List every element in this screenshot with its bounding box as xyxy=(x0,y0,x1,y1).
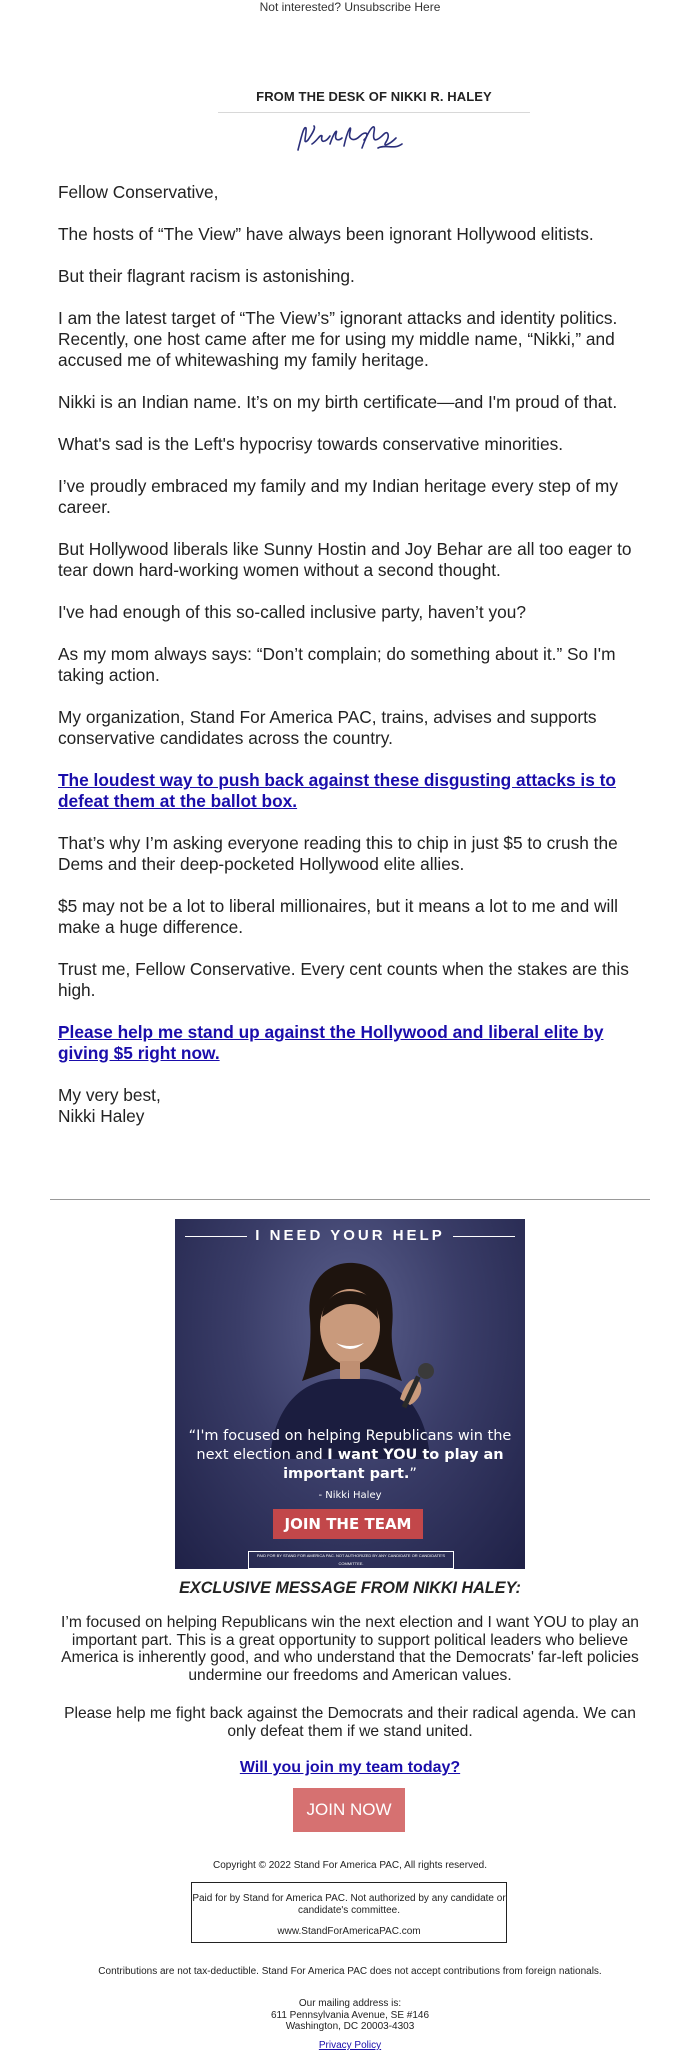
exclusive-paragraph: Please help me fight back against the Democrats and their radical agenda. We can only defeat them if we stand united. xyxy=(64,1705,636,1740)
address-line: Washington, DC 20003-4303 xyxy=(285,2021,415,2032)
banner-title: I NEED YOUR HELP xyxy=(175,1227,525,1244)
letter-paragraph: But their flagrant racism is astonishing. xyxy=(58,266,355,286)
ballot-box-link[interactable]: The loudest way to push back against these disgusting attacks is to defeat them at the ballot box. xyxy=(58,770,616,811)
banner-disclaimer: PAID FOR BY STAND FOR AMERICA PAC. NOT AUTHORIZED BY ANY CANDIDATE OR CANDIDATE'S COMMITTEE. xyxy=(248,1551,454,1569)
signature-name: Nikki Haley xyxy=(58,1106,145,1126)
letter-paragraph: Nikki is an Indian name. It’s on my birth certificate—and I'm proud of that. xyxy=(58,392,618,412)
letter-paragraph: My organization, Stand For America PAC, trains, advises and supports conservative candidates across the country. xyxy=(58,707,597,748)
letter-paragraph: But Hollywood liberals like Sunny Hostin and Joy Behar are all too eager to tear down hard-working women without a second thought. xyxy=(58,539,632,580)
privacy-policy-link[interactable]: Privacy Policy xyxy=(318,2040,382,2051)
letter-paragraph: Trust me, Fellow Conservative. Every cent counts when the stakes are this high. xyxy=(58,959,629,1000)
signature-image xyxy=(290,114,410,160)
mailing-label: Our mailing address is: xyxy=(298,1998,402,2009)
exclusive-paragraph: I’m focused on helping Republicans win the next election and I want YOU to play an important part. This is a great opportunity to support political leaders who believe America is inherently good, and who understand that the Democrats' far-left policies undermine our freedoms and American values. xyxy=(61,1614,639,1684)
desk-title: FROM THE DESK OF NIKKI R. HALEY xyxy=(256,89,492,104)
mailing-address xyxy=(0,1998,700,2033)
letter-paragraph: What's sad is the Left's hypocrisy towards conservative minorities. xyxy=(58,434,564,454)
join-question xyxy=(0,1759,700,1777)
desk-divider xyxy=(218,112,530,113)
copyright: Copyright © 2022 Stand For America PAC, All rights reserved. xyxy=(213,1860,487,1871)
letter-paragraph: Fellow Conservative, xyxy=(58,182,219,202)
join-now-button[interactable]: JOIN NOW xyxy=(293,1788,405,1832)
signoff: My very best, xyxy=(58,1085,161,1105)
contributions-note: Contributions are not tax-deductible. Stand For America PAC does not accept contributions from foreign nationals. xyxy=(98,1966,602,1977)
donate-5-link[interactable]: Please help me stand up against the Hollywood and liberal elite by giving $5 right now. xyxy=(58,1022,604,1063)
letter-paragraph: I've had enough of this so-called inclusive party, haven’t you? xyxy=(58,602,526,622)
quote-attribution: - Nikki Haley xyxy=(318,1490,382,1501)
section-divider xyxy=(50,1199,650,1200)
letter-paragraph: The hosts of “The View” have always been ignorant Hollywood elitists. xyxy=(58,224,594,244)
unsubscribe-link[interactable]: Not interested? Unsubscribe Here xyxy=(259,0,441,14)
exclusive-heading: EXCLUSIVE MESSAGE FROM NIKKI HALEY: xyxy=(179,1579,521,1597)
letter-paragraph: That’s why I’m asking everyone reading this to chip in just $5 to crush the Dems and their deep-pocketed Hollywood elite allies. xyxy=(58,833,618,874)
letter-body xyxy=(58,182,648,1127)
website-text: www.StandForAmericaPAC.com xyxy=(277,1926,421,1937)
join-the-team-button[interactable]: JOIN THE TEAM xyxy=(273,1509,423,1539)
letter-paragraph: I’ve proudly embraced my family and my Indian heritage every step of my career. xyxy=(58,476,618,517)
join-team-link[interactable]: Will you join my team today? xyxy=(239,1759,461,1776)
address-line: 611 Pennsylvania Avenue, SE #146 xyxy=(270,2009,430,2021)
join-banner-image[interactable] xyxy=(175,1219,525,1569)
banner-quote: “I'm focused on helping Republicans win the next election and I want YOU to play an important part.” - Nikki Haley xyxy=(185,1427,515,1505)
letter-paragraph: $5 may not be a lot to liberal millionaires, but it means a lot to me and will make a huge difference. xyxy=(58,896,618,937)
paid-for-text: Paid for by Stand for America PAC. Not authorized by any candidate or candidate's committee. xyxy=(192,1893,506,1916)
paid-for-box xyxy=(191,1882,507,1943)
letter-paragraph: As my mom always says: “Don’t complain; do something about it.” So I'm taking action. xyxy=(58,644,616,685)
letter-paragraph: I am the latest target of “The View’s” ignorant attacks and identity politics. Recently, one host came after me for using my middle name, “Nikki,” and accused me of whitewashing my family heritage. xyxy=(58,308,618,370)
